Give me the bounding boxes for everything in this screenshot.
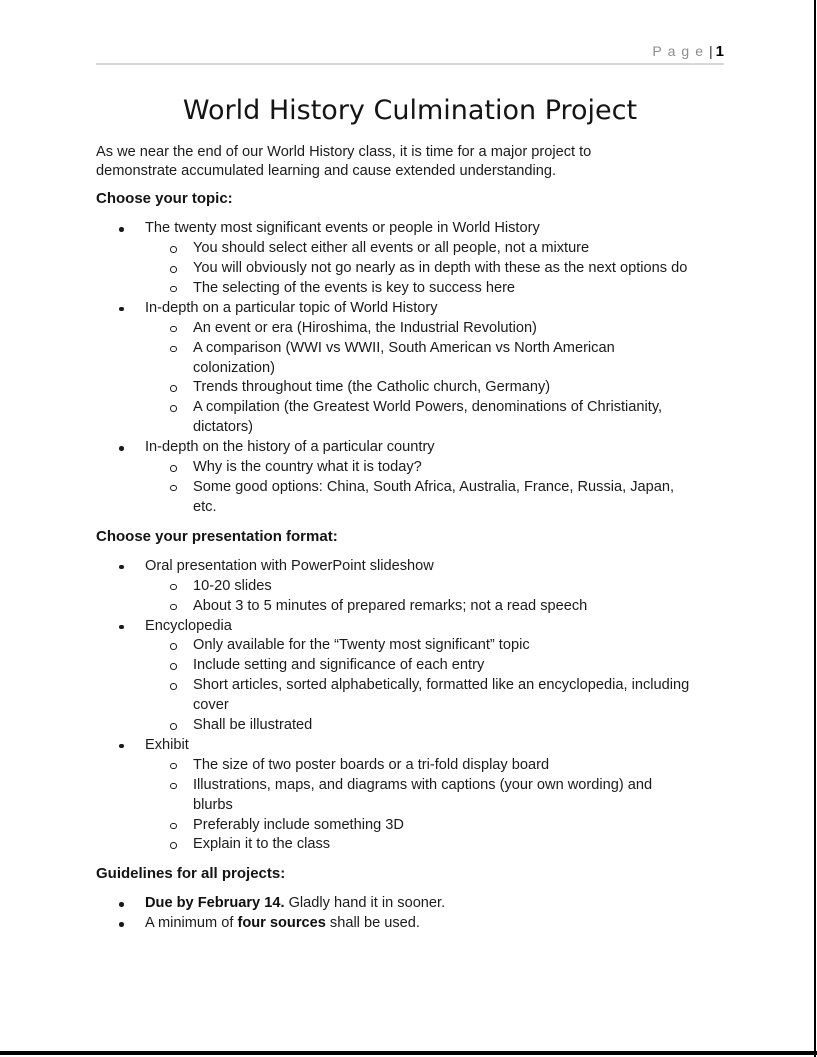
guideline-pre-text: A minimum of [145, 915, 238, 932]
bullet-dot-icon [119, 446, 124, 451]
list-item-text: Exhibit [145, 736, 189, 753]
page-content [96, 0, 724, 934]
bullet-circle-icon [170, 584, 177, 591]
sub-list [145, 756, 724, 856]
guideline-post-text: shall be used. [325, 915, 420, 932]
bullet-circle-icon [170, 266, 177, 273]
sub-list-item-text: 10-20 slides [193, 577, 272, 594]
sub-list [145, 636, 724, 736]
list-item [96, 736, 724, 855]
sub-list-item-text: A comparison (WWI vs WWII, South American vs North American colonization) [193, 339, 615, 376]
sub-list-item [145, 656, 693, 676]
bullet-circle-icon [170, 823, 177, 830]
section-heading-topic: Choose your topic: [96, 190, 233, 208]
sources-bold-text: four sources [237, 915, 326, 932]
bullet-circle-icon [170, 465, 177, 472]
sub-list-item-text: A compilation (the Greatest World Powers, denominations of Christianity, dictators) [193, 399, 663, 436]
scan-edge-bottom [0, 1051, 817, 1055]
sub-list [145, 319, 724, 438]
guideline-post-text: Gladly hand it in sooner. [284, 895, 446, 912]
bullet-dot-icon [119, 744, 124, 749]
sub-list-item-text: You will obviously not go nearly as in depth with these as the next options do [193, 260, 688, 276]
sub-list-item [145, 776, 693, 816]
list-item-text: In-depth on a particular topic of World History [145, 299, 438, 316]
list-item-text [145, 915, 420, 931]
sub-list-item [145, 398, 693, 438]
bullet-circle-icon [170, 346, 177, 353]
sub-list-item-text: Explain it to the class [193, 836, 331, 853]
sub-list [145, 577, 724, 617]
sub-list-item-text: Short articles, sorted alphabetically, formatted like an encyclopedia, including cover [193, 677, 690, 714]
section-heading-format: Choose your presentation format: [96, 527, 338, 545]
list-item-text: The twenty most significant events or people in World History [145, 220, 540, 237]
sub-list-item-text: Preferably include something 3D [193, 816, 404, 833]
sub-list-item [145, 239, 693, 259]
sub-list-item-text: Why is the country what it is today? [193, 459, 422, 476]
page-title: World History Culmination Project [182, 95, 638, 126]
bullet-dot-icon [119, 565, 124, 570]
list-item [96, 219, 724, 299]
list-item-text: Oral presentation with PowerPoint slideshow [145, 557, 434, 574]
bullet-circle-icon [170, 485, 177, 492]
list-item [96, 299, 724, 438]
sub-list [145, 458, 724, 518]
due-date-bold-text: Due by February 14. [145, 895, 285, 912]
bullet-dot-icon [119, 307, 124, 312]
bullet-circle-icon [170, 246, 177, 253]
section-heading-guidelines: Guidelines for all projects: [96, 865, 286, 883]
sub-list-item-text: Only available for the “Twenty most significant” topic [193, 637, 530, 654]
sub-list-item [145, 279, 693, 299]
sub-list-item [145, 676, 693, 716]
bullet-circle-icon [170, 326, 177, 333]
header-separator: | [709, 43, 713, 59]
header-page-word: Page [652, 43, 710, 59]
sub-list-item [145, 835, 693, 855]
bullet-circle-icon [170, 405, 177, 412]
sub-list-item-text: Trends throughout time (the Catholic church, Germany) [193, 379, 551, 396]
sub-list-item [145, 319, 693, 339]
list-item-text [145, 895, 445, 911]
sub-list-item [145, 378, 693, 398]
bullet-dot-icon [119, 625, 124, 630]
sub-list-item [145, 259, 693, 279]
bullet-circle-icon [170, 763, 177, 770]
list-item [96, 894, 724, 914]
sub-list-item [145, 756, 693, 776]
sub-list-item [145, 597, 693, 617]
bullet-circle-icon [170, 783, 177, 790]
sub-list-item [145, 577, 693, 597]
bullet-circle-icon [170, 385, 177, 392]
bullet-dot-icon [119, 902, 124, 907]
sub-list-item [145, 816, 693, 836]
list-item [96, 438, 724, 518]
list-item [96, 914, 724, 934]
guidelines-list [96, 894, 724, 934]
list-item [96, 617, 724, 736]
header-page-number: 1 [715, 43, 724, 60]
list-item-text: In-depth on the history of a particular country [145, 439, 435, 456]
sub-list-item [145, 716, 693, 736]
sub-list-item-text: Shall be illustrated [193, 717, 313, 734]
sub-list-item-text: Some good options: China, South Africa, Australia, France, Russia, Japan, etc. [193, 478, 675, 515]
sub-list-item-text: The selecting of the events is key to success here [193, 279, 516, 296]
list-item [96, 557, 724, 617]
list-item-text: Encyclopedia [145, 617, 232, 634]
scan-edge-right [814, 0, 817, 1057]
bullet-dot-icon [119, 922, 124, 927]
sub-list [145, 239, 724, 299]
bullet-circle-icon [170, 723, 177, 730]
sub-list-item [145, 478, 693, 518]
intro-paragraph: As we near the end of our World History class, it is time for a major project to demonstrate accumulated learning and cause extended understanding. [96, 144, 592, 179]
bullet-circle-icon [170, 604, 177, 611]
bullet-circle-icon [170, 286, 177, 293]
format-list [96, 557, 724, 856]
sub-list-item-text: An event or era (Hiroshima, the Industrial Revolution) [193, 319, 537, 336]
topic-list [96, 219, 724, 518]
bullet-circle-icon [170, 683, 177, 690]
sub-list-item-text: You should select either all events or all people, not a mixture [193, 240, 590, 257]
bullet-circle-icon [170, 842, 177, 849]
bullet-circle-icon [170, 663, 177, 670]
sub-list-item-text: The size of two poster boards or a tri-fold display board [193, 756, 550, 773]
sub-list-item [145, 339, 693, 379]
bullet-circle-icon [170, 643, 177, 650]
bullet-dot-icon [119, 227, 124, 232]
sub-list-item [145, 458, 693, 478]
sub-list-item-text: Illustrations, maps, and diagrams with captions (your own wording) and blurbs [193, 776, 653, 813]
page-header [96, 0, 724, 65]
sub-list-item [145, 636, 693, 656]
sub-list-item-text: Include setting and significance of each entry [193, 657, 485, 674]
sub-list-item-text: About 3 to 5 minutes of prepared remarks; not a read speech [193, 597, 588, 614]
